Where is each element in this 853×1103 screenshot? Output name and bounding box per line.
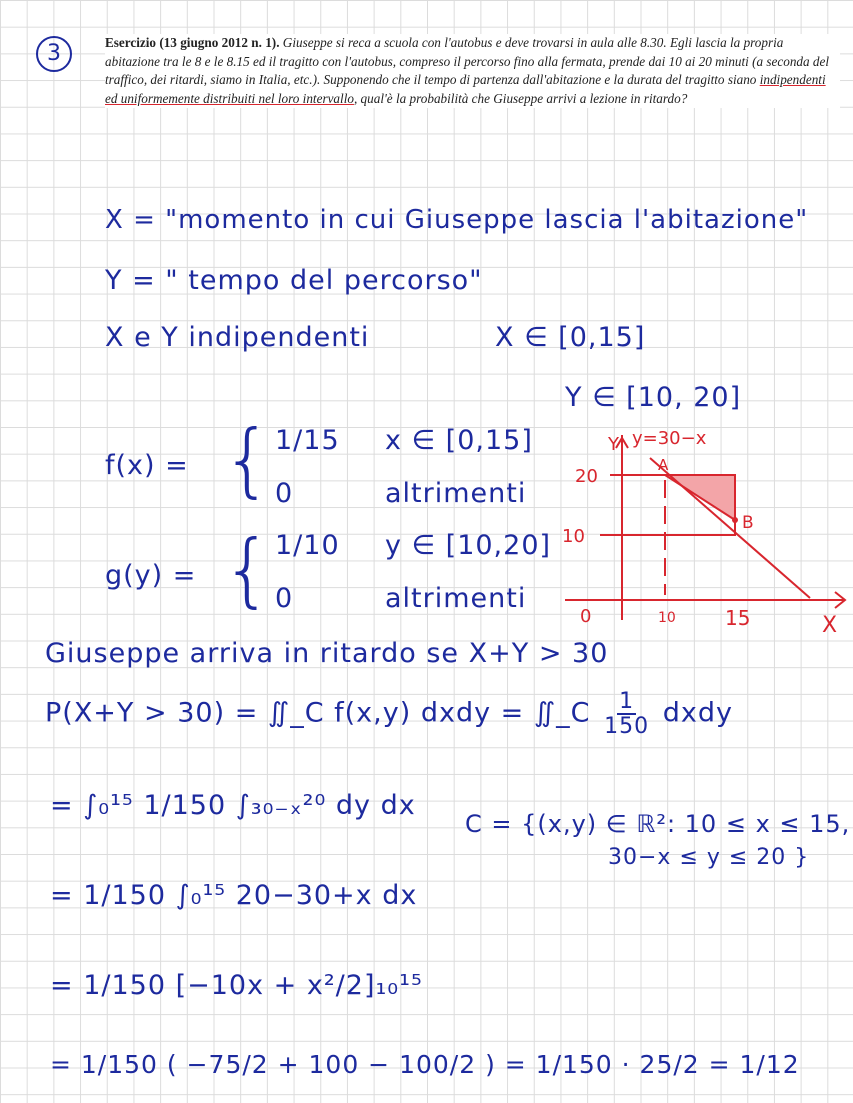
y-axis-label: Y	[608, 434, 619, 455]
g-value-1: 1/10	[275, 530, 340, 561]
set-c-line-2: 30−x ≤ y ≤ 20 }	[608, 845, 810, 870]
probability-expression: P(X+Y > 30) = ∬_C f(x,y) dxdy = ∬_C	[45, 697, 591, 729]
x-axis-label: X	[822, 613, 838, 638]
g-label: g(y) =	[105, 560, 197, 591]
x-range: X ∈ [0,15]	[495, 322, 646, 353]
tick-10y-label: 10	[562, 526, 585, 547]
frac-den: 150	[604, 714, 650, 740]
y-range: Y ∈ [10, 20]	[565, 382, 742, 413]
f-brace: {	[222, 413, 274, 506]
tick-10x-label: 10	[658, 610, 676, 626]
g-value-2: 0	[275, 583, 294, 614]
f-condition-2: altrimenti	[385, 478, 527, 509]
f-label: f(x) =	[105, 450, 189, 481]
exercise-number: 3	[36, 36, 72, 72]
region-graph	[550, 420, 850, 645]
late-condition: Giuseppe arriva in ritardo se X+Y > 30	[45, 638, 609, 669]
problem-statement	[105, 34, 840, 108]
frac-num: 1	[619, 689, 635, 714]
fraction-1-150	[604, 690, 649, 738]
point-b-label: B	[742, 513, 754, 533]
region-c	[665, 475, 735, 520]
point-b-dot	[732, 517, 738, 523]
problem-text-end: , qual'è la probabilità che Giuseppe arrivi a lezione in ritardo?	[353, 90, 688, 106]
g-condition-2: altrimenti	[385, 583, 527, 614]
tick-15-label: 15	[725, 606, 751, 630]
step-4-result: = 1/150 ( −75/2 + 100 − 100/2 ) = 1/150 · 25/2 = 1/12	[50, 1050, 800, 1079]
set-c-line-1: C = {(x,y) ∈ ℝ²: 10 ≤ x ≤ 15,	[465, 810, 851, 838]
step-3: = 1/150 [−10x + x²/2]₁₀¹⁵	[50, 970, 423, 1001]
g-condition-1: y ∈ [10,20]	[385, 530, 552, 561]
probability-tail: dxdy	[662, 697, 733, 729]
line-label: y=30−x	[632, 428, 707, 449]
probability-line	[45, 690, 733, 738]
independence: X e Y indipendenti	[105, 322, 370, 353]
problem-text: Giuseppe si reca a scuola con l'autobus e deve trovarsi in aula alle 8.30. Egli lascia la propria abitazione tra le 8 e le 8.15 ed il tragitto con l'autobus, compreso il percorso fino alla fermata, prende dai 10 ai 20 minuti (a seconda del traffico, dei ritardi, siamo in Italia, etc.). Supponendo che il tempo di partenza dall'abitazione e la durata del tragitto siano	[105, 35, 830, 88]
f-condition-1: x ∈ [0,15]	[385, 425, 533, 456]
f-value-2: 0	[275, 478, 294, 509]
origin-label: 0	[580, 606, 592, 627]
g-brace: {	[222, 523, 274, 616]
x-definition: X = "momento in cui Giuseppe lascia l'abitazione"	[105, 205, 809, 235]
f-value-1: 1/15	[275, 425, 340, 456]
tick-20-label: 20	[575, 466, 598, 487]
step-1: = ∫₀¹⁵ 1/150 ∫₃₀₋ₓ²⁰ dy dx	[50, 790, 416, 821]
problem-title: Esercizio (13 giugno 2012 n. 1).	[105, 35, 280, 50]
y-definition: Y = " tempo del percorso"	[105, 265, 483, 296]
step-2: = 1/150 ∫₀¹⁵ 20−30+x dx	[50, 880, 418, 911]
problem-underlined: indipendenti ed uniformemente distribuiti nel loro intervallo	[105, 72, 826, 106]
point-a-label: A	[658, 456, 669, 474]
